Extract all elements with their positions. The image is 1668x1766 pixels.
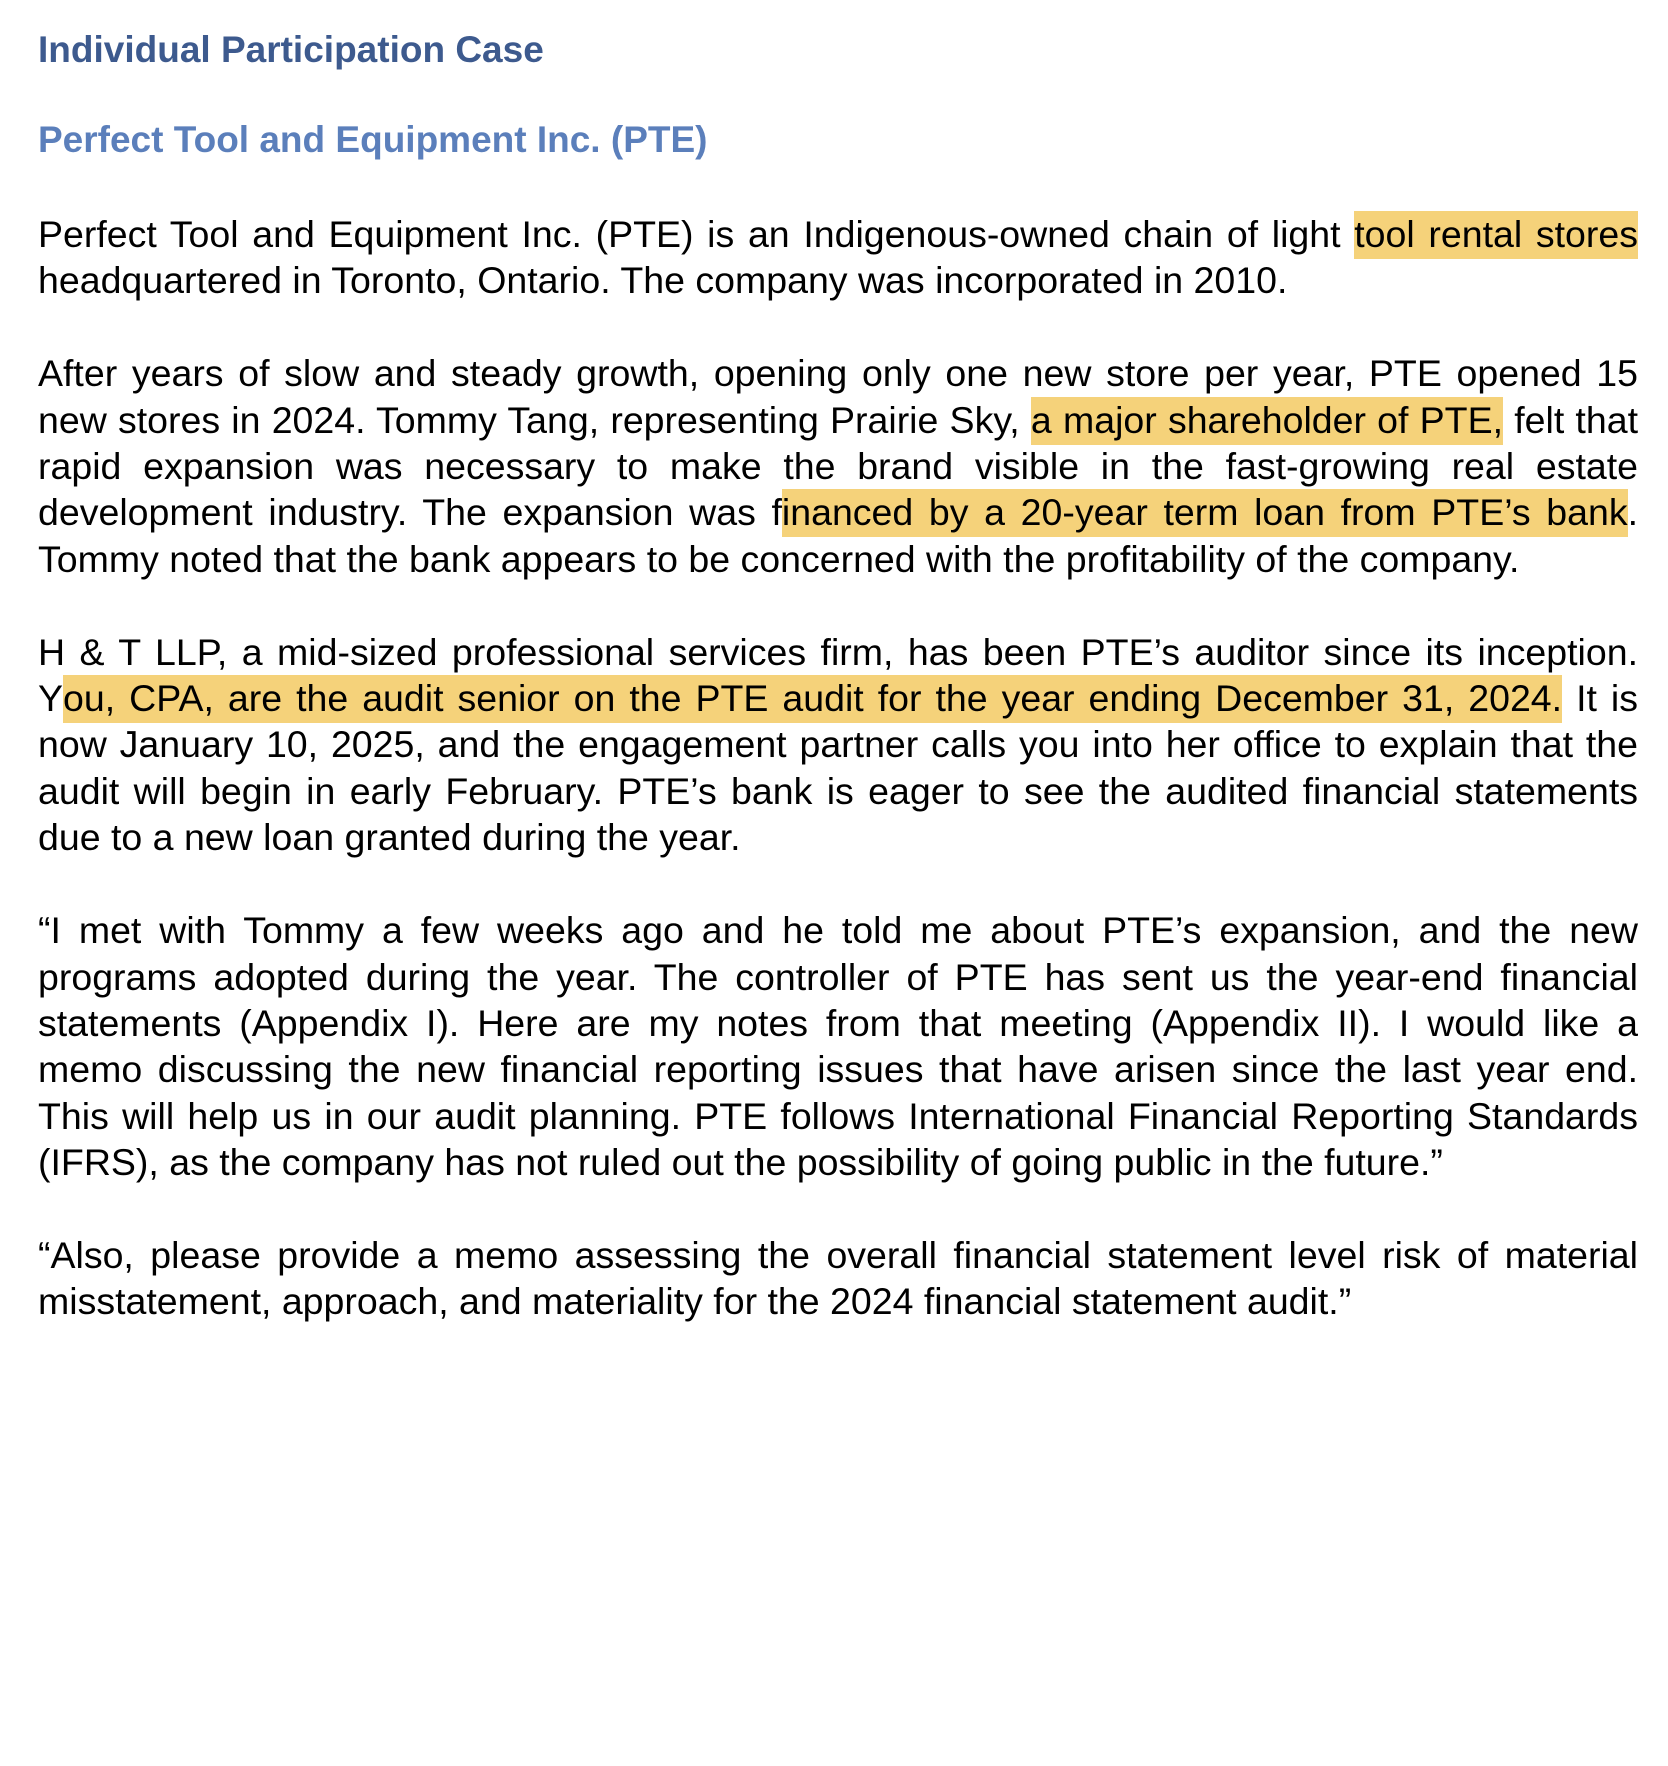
- paragraph-expansion: [38, 350, 1638, 581]
- paragraph-text: headquartered in Toronto, Ontario. The company was incorporated in 2010.: [38, 259, 1288, 302]
- paragraph-text: . Tommy noted that the bank appears to be concerned with the profitability of the company.: [38, 491, 1638, 580]
- paragraph-auditor: [38, 629, 1638, 860]
- paragraph-text: After years of slow and steady growth, opening only one new store per year, PTE opened 15 new stores in 2024. Tommy Tang, representing Prairie Sky,: [38, 352, 1638, 441]
- paragraph-memo-request: “Also, please provide a memo assessing the overall financial statement level risk of material misstatement, approach, and materiality for the 2024 financial statement audit.”: [38, 1234, 1638, 1323]
- paragraph-text: felt that rapid expansion was necessary to make the brand visible in the fast-growing real estate development industry. The expansion was f: [38, 398, 1638, 534]
- paragraph-text: Perfect Tool and Equipment Inc. (PTE) is an Indigenous-owned chain of light: [38, 212, 1355, 255]
- highlighted-text: inanced by a 20-year term loan from PTE’s bank: [782, 489, 1628, 537]
- document-heading: Individual Participation Case: [38, 29, 544, 70]
- highlighted-text: tool rental stores: [1354, 211, 1638, 259]
- paragraph-company-intro: [38, 211, 1638, 304]
- paragraph-text: It is now January 10, 2025, and the engagement partner calls you into her office to explain that the audit will begin in early February. PTE’s bank is eager to see the audited financial statements due to a new loan granted during the year.: [38, 677, 1638, 859]
- document-subheading: Perfect Tool and Equipment Inc. (PTE): [38, 119, 708, 161]
- highlighted-text: a major shareholder of PTE,: [1031, 397, 1503, 445]
- paragraph-partner-quote: “I met with Tommy a few weeks ago and he told me about PTE’s expansion, and the new programs adopted during the year. The controller of PTE has sent us the year-end financial statements (Appendix I). Here are my notes from that meeting (Appendix II). I would like a memo discussing the new financial reporting issues that have arisen since the last year end. This will help us in our audit planning. PTE follows International Financial Reporting Standards (IFRS), as the company has not ruled out the possibility of going public in the future.”: [38, 909, 1638, 1183]
- highlighted-text: ou, CPA, are the audit senior on the PTE audit for the year ending December 31, 2024.: [63, 675, 1562, 723]
- document-page: [38, 28, 1638, 1325]
- paragraph-text: H & T LLP, a mid-sized professional services firm, has been PTE’s auditor since its inception. Y: [38, 630, 1638, 720]
